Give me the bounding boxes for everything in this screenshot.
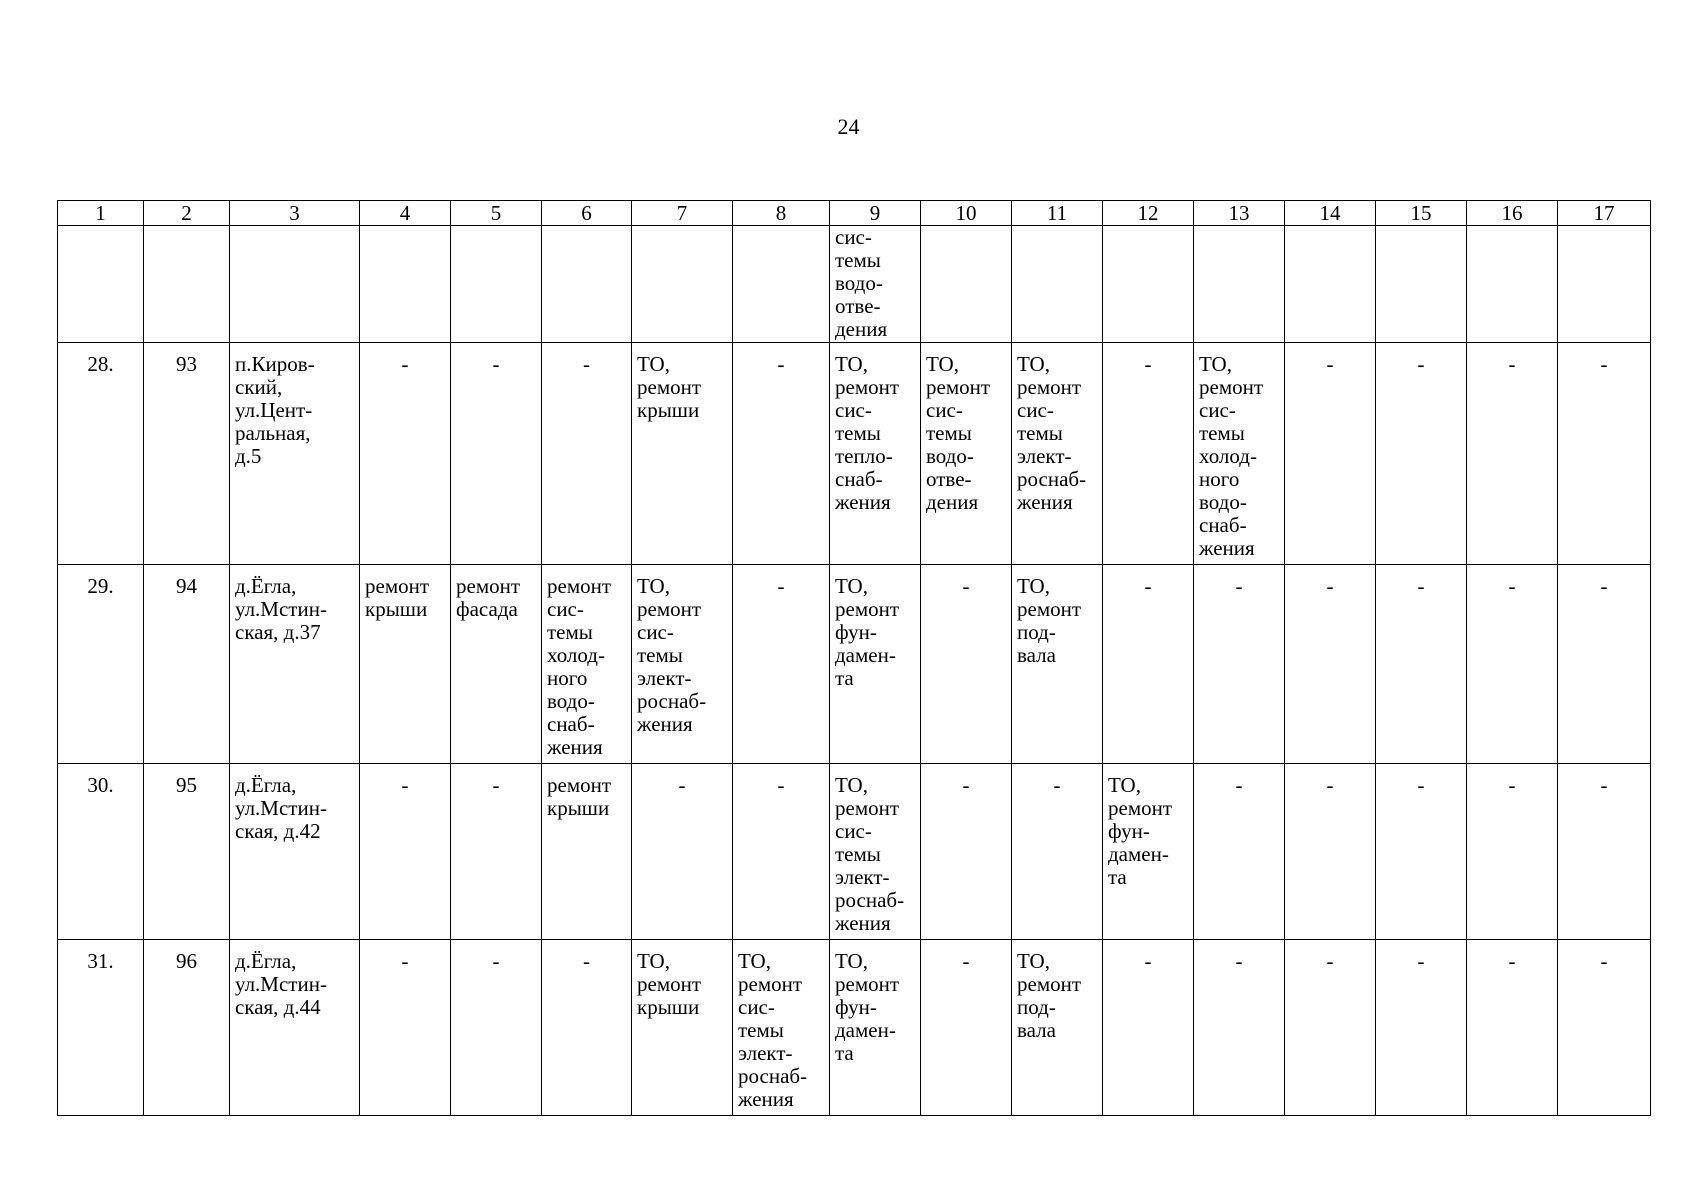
work-cell: -: [1194, 764, 1285, 940]
work-cell: ТО, ремонт крыши: [632, 343, 733, 565]
work-cell: -: [1012, 764, 1103, 940]
object-number-cell: 94: [144, 565, 230, 764]
table-row: [58, 343, 1651, 565]
work-cell: -: [1558, 565, 1651, 764]
work-cell: -: [1467, 343, 1558, 565]
column-number-header: 6: [542, 201, 632, 226]
work-cell: [1194, 226, 1285, 343]
address-cell: д.Ёгла, ул.Мстин- ская, д.44: [230, 940, 360, 1116]
column-number-header: 14: [1285, 201, 1376, 226]
work-cell: [542, 226, 632, 343]
work-cell: ремонт фасада: [451, 565, 542, 764]
object-number-cell: [144, 226, 230, 343]
work-cell: [1376, 226, 1467, 343]
work-cell: -: [1376, 343, 1467, 565]
repair-schedule-table: [57, 200, 1651, 1116]
work-cell: ремонт крыши: [542, 764, 632, 940]
work-cell: -: [733, 343, 830, 565]
work-cell: -: [1194, 565, 1285, 764]
work-cell: -: [1103, 565, 1194, 764]
work-cell: -: [360, 764, 451, 940]
address-cell: д.Ёгла, ул.Мстин- ская, д.42: [230, 764, 360, 940]
row-number-cell: 31.: [58, 940, 144, 1116]
work-cell: ТО, ремонт сис- темы водо- отве- дения: [921, 343, 1012, 565]
address-cell: [230, 226, 360, 343]
column-number-header: 9: [830, 201, 921, 226]
work-cell: -: [1467, 940, 1558, 1116]
address-cell: д.Ёгла, ул.Мстин- ская, д.37: [230, 565, 360, 764]
work-cell: -: [360, 343, 451, 565]
work-cell: -: [1376, 565, 1467, 764]
work-cell: ремонт сис- темы холод- ного водо- снаб- жения: [542, 565, 632, 764]
work-cell: ТО, ремонт под- вала: [1012, 565, 1103, 764]
work-cell: ТО, ремонт сис- темы элект- роснаб- жения: [733, 940, 830, 1116]
column-number-header: 4: [360, 201, 451, 226]
work-cell: -: [1103, 940, 1194, 1116]
work-cell: -: [1376, 764, 1467, 940]
column-number-header: 15: [1376, 201, 1467, 226]
work-cell: -: [1103, 343, 1194, 565]
address-cell: п.Киров- ский, ул.Цент- ральная, д.5: [230, 343, 360, 565]
work-cell: ТО, ремонт сис- темы элект- роснаб- жения: [632, 565, 733, 764]
table-row: [58, 565, 1651, 764]
column-number-header: 2: [144, 201, 230, 226]
page-number: 24: [837, 114, 860, 139]
work-cell: -: [1467, 764, 1558, 940]
work-cell: сис- темы водо- отве- дения: [830, 226, 921, 343]
work-cell: -: [733, 565, 830, 764]
work-cell: -: [921, 565, 1012, 764]
column-number-header: 11: [1012, 201, 1103, 226]
work-cell: -: [921, 764, 1012, 940]
work-cell: -: [1285, 764, 1376, 940]
work-cell: ТО, ремонт крыши: [632, 940, 733, 1116]
work-cell: ТО, ремонт под- вала: [1012, 940, 1103, 1116]
work-cell: -: [451, 940, 542, 1116]
work-cell: -: [1558, 764, 1651, 940]
object-number-cell: 95: [144, 764, 230, 940]
work-cell: ТО, ремонт сис- темы тепло- снаб- жения: [830, 343, 921, 565]
work-cell: ТО, ремонт фун- дамен- та: [830, 940, 921, 1116]
work-cell: -: [733, 764, 830, 940]
column-number-header: 13: [1194, 201, 1285, 226]
work-cell: -: [360, 940, 451, 1116]
work-cell: -: [632, 764, 733, 940]
work-cell: -: [542, 940, 632, 1116]
column-number-header: 17: [1558, 201, 1651, 226]
work-cell: [360, 226, 451, 343]
row-number-cell: 29.: [58, 565, 144, 764]
column-number-header: 12: [1103, 201, 1194, 226]
header-row: [58, 201, 1651, 226]
column-number-header: 7: [632, 201, 733, 226]
work-cell: [1467, 226, 1558, 343]
work-cell: ТО, ремонт сис- темы холод- ного водо- снаб- жения: [1194, 343, 1285, 565]
work-cell: -: [1285, 343, 1376, 565]
row-number-cell: 28.: [58, 343, 144, 565]
column-number-header: 3: [230, 201, 360, 226]
work-cell: ТО, ремонт фун- дамен- та: [830, 565, 921, 764]
table-row: [58, 940, 1651, 1116]
work-cell: [1558, 226, 1651, 343]
work-cell: [1012, 226, 1103, 343]
work-cell: [632, 226, 733, 343]
work-cell: [921, 226, 1012, 343]
work-cell: ТО, ремонт сис- темы элект- роснаб- жения: [1012, 343, 1103, 565]
work-cell: -: [1558, 343, 1651, 565]
table-row: [58, 764, 1651, 940]
work-cell: ТО, ремонт фун- дамен- та: [1103, 764, 1194, 940]
work-cell: [1285, 226, 1376, 343]
work-cell: -: [542, 343, 632, 565]
row-number-cell: 30.: [58, 764, 144, 940]
object-number-cell: 96: [144, 940, 230, 1116]
column-number-header: 5: [451, 201, 542, 226]
work-cell: -: [1467, 565, 1558, 764]
column-number-header: 16: [1467, 201, 1558, 226]
work-cell: -: [1285, 565, 1376, 764]
column-number-header: 10: [921, 201, 1012, 226]
work-cell: -: [451, 343, 542, 565]
work-cell: -: [1376, 940, 1467, 1116]
work-cell: -: [451, 764, 542, 940]
column-number-header: 1: [58, 201, 144, 226]
work-cell: -: [1194, 940, 1285, 1116]
work-cell: [1103, 226, 1194, 343]
work-cell: ТО, ремонт сис- темы элект- роснаб- жения: [830, 764, 921, 940]
work-cell: [451, 226, 542, 343]
continuation-row: [58, 226, 1651, 343]
work-cell: [733, 226, 830, 343]
work-cell: -: [921, 940, 1012, 1116]
object-number-cell: 93: [144, 343, 230, 565]
work-cell: -: [1558, 940, 1651, 1116]
row-number-cell: [58, 226, 144, 343]
column-number-header: 8: [733, 201, 830, 226]
work-cell: -: [1285, 940, 1376, 1116]
work-cell: ремонт крыши: [360, 565, 451, 764]
